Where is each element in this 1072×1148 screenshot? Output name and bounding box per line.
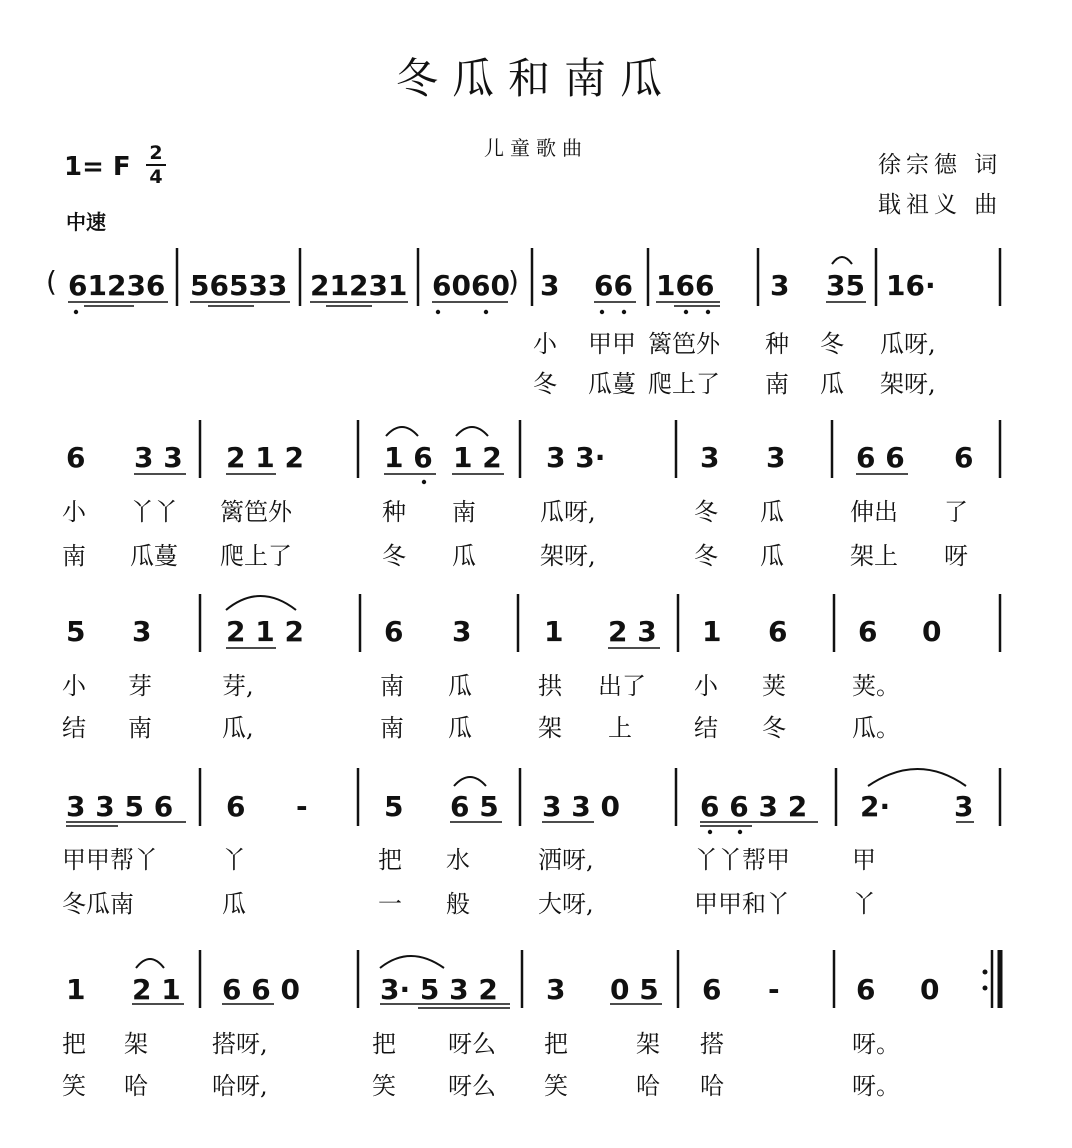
tempo-marking: 中速 <box>66 210 106 234</box>
note-group: 6 <box>768 615 788 648</box>
lyric-syllable: 丫丫 <box>130 498 178 526</box>
note-group: 2· <box>860 790 891 823</box>
lyric-syllable: 把 <box>372 1030 396 1058</box>
octave-dot <box>600 310 604 314</box>
note-group: 35 <box>826 269 865 302</box>
note-group: 66 <box>594 269 633 302</box>
note-group: 21231 <box>310 269 408 302</box>
lyric-syllable: 南 <box>380 714 404 742</box>
note-group: 2 3 <box>608 615 657 648</box>
lyric-syllable: 结 <box>694 714 718 742</box>
octave-dot <box>706 310 710 314</box>
lyric-syllable: 笑 <box>62 1072 86 1100</box>
lyric-syllable: 搭呀, <box>212 1030 268 1058</box>
note-group: 3 3 0 <box>542 790 620 823</box>
lyric-syllable: 大呀, <box>538 890 594 918</box>
repeat-dot <box>983 970 988 975</box>
lyric-syllable: 芽 <box>128 672 152 700</box>
lyric-syllable: 荚。 <box>852 672 900 700</box>
rhythm-underlines <box>66 302 974 1008</box>
lyric-syllable: 小 <box>694 672 718 700</box>
note-group: 6 <box>384 615 404 648</box>
lyric-syllable: 小 <box>62 672 86 700</box>
note-group: 16· <box>886 269 936 302</box>
lyric-syllable: 荚 <box>762 672 786 700</box>
note-group: 3 3 5 6 <box>66 790 174 823</box>
lyric-syllable: 爬上了 <box>220 542 292 570</box>
note-group: 61236 <box>68 269 166 302</box>
lyric-syllable: 丫 <box>222 846 246 874</box>
octave-dot <box>484 310 488 314</box>
note-group: 3 3· <box>546 441 606 474</box>
octave-dot <box>74 310 78 314</box>
lyric-syllable: 搭 <box>700 1030 724 1058</box>
lyric-syllable: 瓜 <box>448 672 472 700</box>
note-group: 1 2 <box>453 441 502 474</box>
lyric-syllable: 瓜 <box>820 370 844 398</box>
slur <box>832 257 852 264</box>
note-group: 6 5 <box>450 790 499 823</box>
lyric-syllable: 篱笆外 <box>648 330 720 358</box>
lower-octave-dots <box>74 310 742 834</box>
lyric-syllable: 架 <box>538 714 562 742</box>
lyric-syllable: 把 <box>378 846 402 874</box>
lyric-syllable: 瓜。 <box>852 714 900 742</box>
lyric-syllable: 结 <box>62 714 86 742</box>
note-group: 6 <box>66 441 86 474</box>
lyric-syllable: 洒呀, <box>538 846 594 874</box>
repeat-dot <box>983 986 988 991</box>
note-group: 5 <box>384 790 404 823</box>
note-group: 1 <box>66 973 86 1006</box>
lyric-syllable: 丫丫帮甲 <box>694 846 790 874</box>
lyric-syllable: 芽, <box>222 672 254 700</box>
note-group: 0 <box>922 615 942 648</box>
intro-open-paren: ( <box>46 265 57 298</box>
note-group: 6060 <box>432 269 510 302</box>
slur <box>380 956 444 968</box>
lyric-syllable: 丫 <box>852 890 876 918</box>
slur <box>868 769 966 786</box>
lyric-syllable: 哈 <box>700 1072 724 1100</box>
song-subtitle: 儿童歌曲 <box>484 136 588 160</box>
lyric-syllable: 南 <box>62 542 86 570</box>
key-signature: 1= F <box>64 152 131 182</box>
note-group: 2 1 2 <box>226 615 304 648</box>
note-group: 3 <box>546 973 566 1006</box>
lyric-syllable: 架呀, <box>880 370 936 398</box>
note-group: 0 <box>920 973 940 1006</box>
lyric-syllable: 南 <box>765 370 789 398</box>
barlines <box>177 248 1000 1008</box>
note-group: 1 6 <box>384 441 433 474</box>
composer-credit: 戢祖义 曲 <box>878 192 1003 218</box>
lyric-syllable: 一 <box>378 890 402 918</box>
lyric-syllable: 笑 <box>544 1072 568 1100</box>
repeat-dots <box>983 970 988 991</box>
note-group: 2 1 <box>132 973 181 1006</box>
lyric-syllable: 冬 <box>762 714 786 742</box>
lyric-syllable: 哈 <box>124 1072 148 1100</box>
note-group: 1 <box>544 615 564 648</box>
lyric-syllable: 伸出 <box>850 498 898 526</box>
lyric-syllable: 冬 <box>533 370 557 398</box>
lyric-syllable: 瓜呀, <box>880 330 936 358</box>
note-group: 3 <box>132 615 152 648</box>
lyric-syllable: 呀。 <box>852 1030 900 1058</box>
octave-dot <box>708 830 712 834</box>
slur <box>454 777 486 786</box>
octave-dot <box>422 480 426 484</box>
note-group: 3 <box>540 269 560 302</box>
slurs <box>136 257 966 968</box>
intro-close-paren: ) <box>508 265 519 298</box>
note-group: 56533 <box>190 269 288 302</box>
lyric-syllable: 呀么 <box>448 1030 496 1058</box>
lyric-syllable: 呀 <box>944 542 968 570</box>
note-group: 1 <box>702 615 722 648</box>
lyric-syllable: 了 <box>944 498 968 526</box>
lyric-syllable: 呀么 <box>448 1072 496 1100</box>
note-group: 6 <box>702 973 722 1006</box>
lyric-syllable: 瓜 <box>452 542 476 570</box>
note-group: 3· 5 3 2 <box>380 973 498 1006</box>
time-signature-bottom: 4 <box>149 166 163 188</box>
lyric-syllable: 哈呀, <box>212 1072 268 1100</box>
lyric-syllable: 南 <box>128 714 152 742</box>
lyric-syllable: 瓜, <box>222 714 254 742</box>
lyric-syllable: 瓜 <box>448 714 472 742</box>
note-group: 3 <box>766 441 786 474</box>
lyric-syllable: 瓜 <box>760 542 784 570</box>
octave-dot <box>622 310 626 314</box>
lyric-syllable: 种 <box>382 498 406 526</box>
note-group: 2 1 2 <box>226 441 304 474</box>
note-group: 6 <box>858 615 878 648</box>
lyric-syllable: 冬 <box>694 542 718 570</box>
lyric-syllable: 笑 <box>372 1072 396 1100</box>
octave-dot <box>436 310 440 314</box>
note-group: 3 <box>770 269 790 302</box>
lyric-syllable: 拱 <box>538 672 562 700</box>
lyric-syllable: 瓜 <box>222 890 246 918</box>
time-signature-top: 2 <box>149 142 163 164</box>
lyric-syllable: 甲 <box>852 846 876 874</box>
lyric-syllable: 篱笆外 <box>220 498 292 526</box>
lyric-syllable: 冬瓜南 <box>62 890 134 918</box>
note-group: 3 3 <box>134 441 183 474</box>
lyric-syllable: 甲甲 <box>588 330 636 358</box>
note-group: 6 <box>856 973 876 1006</box>
note-group: 3 <box>452 615 472 648</box>
note-group: 6 6 0 <box>222 973 300 1006</box>
lyric-syllable: 小 <box>62 498 86 526</box>
note-group: 3 <box>954 790 974 823</box>
lyric-syllable: 水 <box>446 846 470 874</box>
note-group: - <box>768 973 780 1006</box>
slur <box>386 427 418 436</box>
octave-dot <box>684 310 688 314</box>
song-title: 冬瓜和南瓜 <box>395 54 676 103</box>
lyric-syllable: 架上 <box>850 542 898 570</box>
lyric-syllable: 冬 <box>382 542 406 570</box>
slur <box>226 596 296 610</box>
lyric-syllable: 呀。 <box>852 1072 900 1100</box>
lyric-syllable: 把 <box>544 1030 568 1058</box>
note-group: 3 <box>700 441 720 474</box>
lyric-syllable: 架 <box>636 1030 660 1058</box>
lyric-syllable: 般 <box>446 890 470 918</box>
note-group: 0 5 <box>610 973 659 1006</box>
lyric-syllable: 上 <box>608 714 632 742</box>
note-group: 6 6 3 2 <box>700 790 808 823</box>
note-group: 6 6 <box>856 441 905 474</box>
lyric-syllable: 架呀, <box>540 542 596 570</box>
lyric-syllable: 瓜蔓 <box>130 542 178 570</box>
slur <box>136 959 164 968</box>
lyric-syllable: 瓜蔓 <box>588 370 636 398</box>
note-group: 166 <box>656 269 715 302</box>
slur <box>456 427 488 436</box>
lyric-syllable: 瓜 <box>760 498 784 526</box>
lyric-syllable: 种 <box>765 330 789 358</box>
note-group: - <box>296 790 308 823</box>
lyric-syllable: 冬 <box>694 498 718 526</box>
lyric-syllable: 冬 <box>820 330 844 358</box>
lyric-syllable: 甲甲和丫 <box>694 890 790 918</box>
note-group: 5 <box>66 615 86 648</box>
lyric-syllable: 南 <box>452 498 476 526</box>
lyricist-credit: 徐宗德 词 <box>878 152 1003 178</box>
lyric-syllable: 把 <box>62 1030 86 1058</box>
lyric-syllable: 南 <box>380 672 404 700</box>
lyric-syllable: 瓜呀, <box>540 498 596 526</box>
lyric-syllable: 架 <box>124 1030 148 1058</box>
octave-dot <box>738 830 742 834</box>
note-group: 6 <box>954 441 974 474</box>
lyric-syllable: 出了 <box>598 672 646 700</box>
lyric-syllable: 爬上了 <box>648 370 720 398</box>
note-group: 6 <box>226 790 246 823</box>
lyric-syllable: 小 <box>533 330 557 358</box>
lyric-syllable: 哈 <box>636 1072 660 1100</box>
lyric-syllable: 甲甲帮丫 <box>62 846 158 874</box>
